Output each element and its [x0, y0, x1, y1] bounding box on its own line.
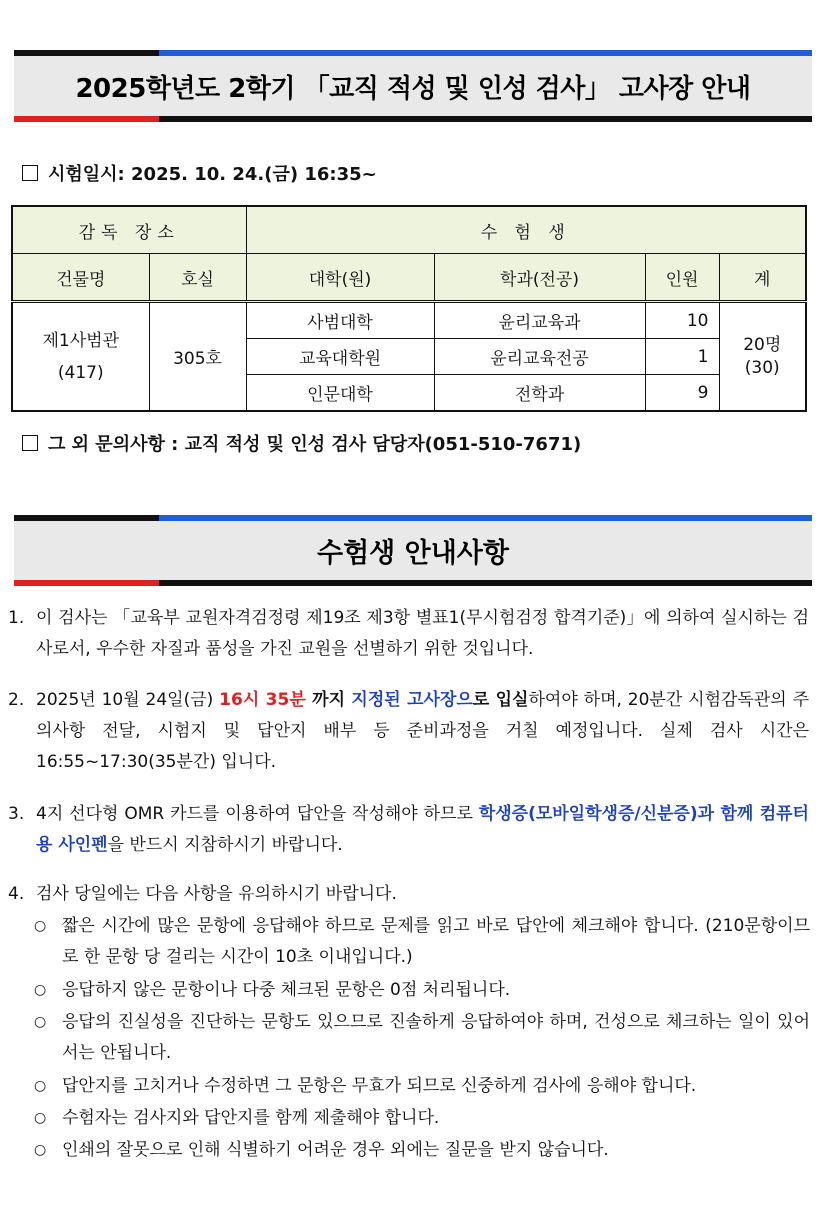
- dept-cell: 전학과: [434, 375, 645, 412]
- col-college: 대학(원): [246, 254, 434, 302]
- sub-item: [34, 1071, 810, 1102]
- sub-item-text: 인쇄의 잘못으로 인해 식별하기 어려운 경우 외에는 질문을 받지 않습니다.: [62, 1140, 609, 1160]
- col-count: 인원: [645, 254, 719, 302]
- college-cell: 인문대학: [246, 375, 434, 412]
- item-text: 이 검사는 「교육부 교원자격검정령 제19조 제3항 별표1(무시험검정 합격기준)」에 의하여 실시하는 검사로서, 우수한 자질과 품성을 가진 교원을 선별하기 위한 것입니다.: [36, 608, 809, 659]
- list-item: [8, 879, 809, 910]
- bullet-icon: ○: [34, 918, 47, 934]
- list-item: [8, 603, 809, 665]
- col-dept: 학과(전공): [434, 254, 645, 302]
- exam-datetime-text: 시험일시: 2025. 10. 24.(금) 16:35~: [48, 164, 377, 185]
- text-run: 을 반드시 지참하시기 바랍니다.: [107, 835, 343, 855]
- item-number: 3.: [8, 804, 25, 824]
- banner-top-bar: [14, 515, 812, 521]
- text-run: 까지: [305, 690, 352, 710]
- text-run: 로 입실: [472, 690, 529, 710]
- col-building: 건물명: [12, 254, 149, 302]
- inquiry-text: 그 외 문의사항 : 교직 적성 및 인성 검사 담당자(051-510-7671): [48, 434, 582, 455]
- college-cell: 교육대학원: [246, 339, 434, 375]
- table-row: [12, 302, 806, 339]
- banner-top-bar: [14, 50, 812, 56]
- item-text: [36, 799, 809, 861]
- building-code: (417): [57, 362, 104, 383]
- item-number: 2.: [8, 690, 25, 710]
- room-cell: 305호: [149, 302, 246, 412]
- highlight-items: 학생증(모바일학생증/신분증)과 함께 컴퓨터용 사인펜: [36, 804, 809, 855]
- exam-datetime: [22, 160, 377, 186]
- count-cell: 1: [645, 339, 719, 375]
- sub-item: [34, 1103, 810, 1134]
- sub-item-text: 응답의 진실성을 진단하는 문항도 있으므로 진솔하게 응답하여야 하며, 건성으로 체크하는 일이 있어서는 안됩니다.: [62, 1012, 810, 1063]
- item-text: [36, 685, 809, 778]
- count-cell: 9: [645, 375, 719, 412]
- dept-cell: 윤리교육전공: [434, 339, 645, 375]
- sub-item: [34, 1007, 810, 1069]
- bullet-icon: ○: [34, 1110, 47, 1126]
- banner-bottom-bar: [14, 116, 812, 122]
- col-room: 호실: [149, 254, 246, 302]
- header-examinees: 수 험 생: [246, 206, 806, 254]
- count-cell: 10: [645, 302, 719, 339]
- bullet-icon: ○: [34, 1078, 47, 1094]
- banner-bottom-bar: [14, 580, 812, 586]
- header-supervision-place: 감독 장소: [12, 206, 246, 254]
- college-cell: 사범대학: [246, 302, 434, 339]
- item-text: 검사 당일에는 다음 사항을 유의하시기 바랍니다.: [36, 884, 397, 904]
- checkbox-square-icon: [22, 435, 38, 451]
- notice-banner: [14, 515, 812, 586]
- item-number: 1.: [8, 608, 25, 628]
- exam-room-table: [11, 205, 807, 412]
- page-title: 2025학년도 2학기 「교직 적성 및 인성 검사」 고사장 안내: [14, 56, 812, 116]
- title-banner: [14, 50, 812, 122]
- building-name: 제1사범관: [42, 330, 119, 351]
- bullet-icon: ○: [34, 1014, 47, 1030]
- highlight-room: 지정된 고사장으: [351, 690, 473, 710]
- total-value: 20명: [743, 334, 782, 355]
- notice-title: 수험생 안내사항: [14, 521, 812, 580]
- checkbox-square-icon: [22, 165, 38, 181]
- building-cell: [12, 302, 149, 412]
- list-item: [8, 799, 809, 861]
- text-run: 2025년 10월 24일(금): [36, 690, 220, 710]
- bullet-icon: ○: [34, 1142, 47, 1158]
- col-total: 계: [719, 254, 806, 302]
- text-run: 하여야 하며, 20분간 시험감독관의 주의사항 전달, 시험지 및 답안지 배부 등 준비과정을 거칠 예정입니다. 실제 검사 시간은 16:55~17:30(35분간) 입니다.: [36, 690, 810, 772]
- sub-item-text: 답안지를 고치거나 수정하면 그 문항은 무효가 되므로 신중하게 검사에 응해야 합니다.: [62, 1076, 697, 1096]
- inquiry-line: [22, 430, 581, 456]
- sub-item-text: 짧은 시간에 많은 문항에 응답해야 하므로 문제를 읽고 바로 답안에 체크해야 합니다. (210문항이므로 한 문항 당 걸리는 시간이 10초 이내입니다.): [62, 916, 810, 967]
- text-run: 4지 선다형 OMR 카드를 이용하여 답안을 작성해야 하므로: [36, 804, 479, 824]
- dept-cell: 윤리교육과: [434, 302, 645, 339]
- item-number: 4.: [8, 884, 25, 904]
- total-sub-value: (30): [744, 357, 780, 378]
- total-cell: [719, 302, 806, 412]
- list-item: [8, 685, 810, 778]
- bullet-icon: ○: [34, 982, 47, 998]
- sub-item: [34, 911, 810, 973]
- highlight-time: 16시 35분: [219, 690, 306, 710]
- sub-item-text: 수험자는 검사지와 답안지를 함께 제출해야 합니다.: [62, 1108, 440, 1128]
- sub-item-text: 응답하지 않은 문항이나 다중 체크된 문항은 0점 처리됩니다.: [62, 980, 511, 1000]
- sub-item: [34, 975, 810, 1006]
- sub-item: [34, 1135, 810, 1166]
